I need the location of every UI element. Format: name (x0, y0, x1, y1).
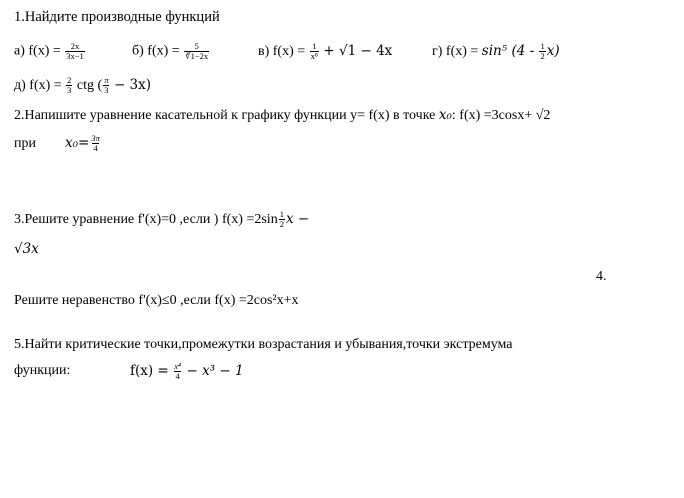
task5-fraction (173, 362, 182, 381)
fraction-denominator: 3 (67, 85, 72, 96)
task1-title: 1.Найдите производные функций (14, 9, 220, 25)
fraction-numerator: x⁴ (174, 361, 181, 372)
item-c-rest: + √1 − 4x (323, 43, 393, 59)
task4-number: 4. (596, 269, 607, 284)
item-e-mid: ctg ( (76, 78, 103, 93)
item-d-half (539, 42, 545, 61)
task2-point: x₀ (438, 107, 452, 123)
fraction-denominator: ∛1−2x (185, 51, 209, 61)
fraction-denominator: 3x−1 (66, 51, 84, 61)
task1-item-b (132, 42, 210, 61)
fraction-numerator: 3π (91, 133, 100, 144)
page-top-mark (295, 0, 305, 2)
task2-x0-fraction (90, 134, 101, 153)
item-e-tail: − 3x) (113, 77, 152, 93)
task3-half (279, 210, 285, 229)
item-c-fraction (310, 42, 319, 61)
task1-item-e (14, 76, 151, 95)
task5-text: 5.Найти критические точки,промежутки возрастания и убывания,точки экстремума (14, 337, 513, 352)
fraction-denominator: 2 (540, 51, 545, 62)
fraction-numerator: π (104, 75, 109, 86)
task3-text: 3.Решите уравнение f'(x)=0 ,если ) f(x) =2sin (14, 212, 278, 227)
fraction-denominator: x⁸ (310, 51, 318, 62)
task2-text: 2.Напишите уравнение касательной к графику функции y= f(x) в точке (14, 108, 436, 123)
fraction-denominator: 3 (104, 85, 109, 96)
fraction-numerator: 2 (67, 75, 72, 86)
item-d-label: г) f(x) = (432, 44, 479, 59)
task3-line1 (14, 210, 309, 229)
fraction-denominator: 4 (175, 371, 180, 382)
task2-function: : f(x) =3cosx+ √2 (451, 108, 551, 123)
task2-at-label: при (14, 136, 36, 151)
item-c-label: в) f(x) = (258, 44, 306, 59)
item-b-label: б) f(x) = (132, 43, 180, 59)
task4-text: Решите неравенство f'(x)≤0 ,если f(x) =2cos²x+x (14, 293, 299, 308)
item-b-fraction (184, 42, 209, 61)
task5-fx: f(x) = (130, 363, 169, 379)
item-e-fraction (66, 76, 72, 95)
task1-item-d (432, 42, 560, 61)
task3-tail: x − (285, 211, 310, 227)
task2-line1 (14, 106, 550, 125)
task5-function (130, 362, 244, 381)
task2-line2 (14, 134, 102, 153)
item-d-expr: sin⁵ (4 - (481, 43, 539, 59)
fraction-denominator: 4 (93, 143, 98, 154)
task5-label: функции: (14, 363, 71, 378)
task1-item-a (14, 42, 86, 61)
fraction-numerator: 1 (540, 41, 545, 52)
item-a-label: а) f(x) = (14, 43, 61, 59)
task5-tail: − x³ − 1 (186, 363, 244, 379)
fraction-numerator: 1 (279, 209, 284, 220)
item-d-tail: x) (546, 43, 560, 59)
fraction-denominator: 2 (279, 219, 284, 230)
fraction-numerator: 5 (194, 41, 199, 51)
task2-x0-label: x₀= (64, 135, 90, 151)
task3-line2: √3x (14, 241, 39, 257)
item-e-pi-fraction (103, 76, 109, 95)
fraction-numerator: 2x (70, 41, 80, 51)
item-a-fraction (65, 42, 85, 61)
task1-item-c (258, 42, 392, 61)
item-e-label: д) f(x) = (14, 78, 62, 93)
fraction-numerator: 1 (312, 41, 317, 52)
